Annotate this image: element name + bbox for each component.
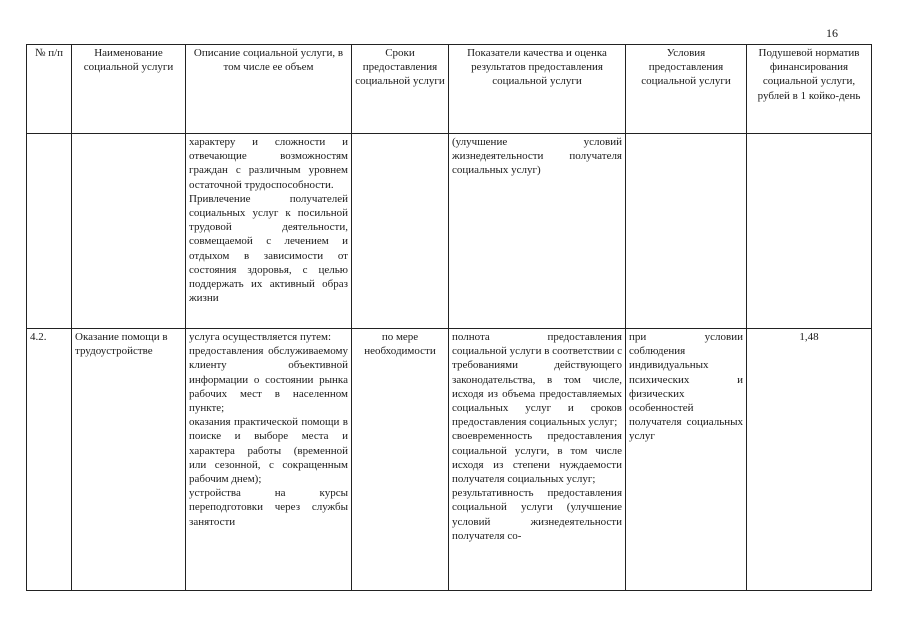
quality-paragraph: результативность предоставления социальной услуги (улучшение условий жизнедеятельности получателя со- <box>452 487 622 542</box>
header-description: Описание социальной услуги, в том числе ее объем <box>186 45 352 134</box>
quality-paragraph: полнота предоставления социальной услуги в соответствии с требованиями действующего законодательства, в том числе, исходя из объема предоставляемых социальных услуг и сроков предоставления социальных услуг; <box>452 331 622 429</box>
quality-paragraph: (улучшение условий жизнедеятельности получателя социальных услуг) <box>452 136 622 177</box>
header-conditions: Условия предоставления социальной услуги <box>626 45 747 134</box>
cell-terms <box>352 134 449 329</box>
description-paragraph: предоставления обслуживаемому клиенту объективной информации о состоянии рынка рабочих мест в населенном пункте; <box>189 345 348 415</box>
description-paragraph: устройства на курсы переподготовки через службы занятости <box>189 487 348 528</box>
cell-norm <box>747 134 872 329</box>
cell-terms: по мере необходимости <box>352 329 449 591</box>
description-paragraph: услуга осуществляется путем: <box>189 331 332 343</box>
description-paragraph: характеру и сложности и отвечающие возможностям граждан с различным уровнем остаточной трудоспособности. <box>189 136 348 191</box>
quality-paragraph: своевременность предоставления социальной услуги, в том числе исходя из степени нуждаемости получателя социальных услуг; <box>452 430 622 486</box>
cell-number: 4.2. <box>27 329 72 591</box>
cell-description <box>186 134 352 329</box>
social-services-table <box>26 44 872 591</box>
cell-description <box>186 329 352 591</box>
cell-service-name: Оказание помощи в трудоустройстве <box>72 329 186 591</box>
cell-norm: 1,48 <box>747 329 872 591</box>
header-terms: Сроки предоставления социальной услуги <box>352 45 449 134</box>
table-row <box>27 329 872 591</box>
description-paragraph: оказания практической помощи в поиске и выборе места и характера работы (временной или сезонной, с сокращенным рабочим днем); <box>189 416 348 486</box>
header-number: № п/п <box>27 45 72 134</box>
header-quality: Показатели качества и оценка результатов предоставления социальной услуги <box>449 45 626 134</box>
cell-conditions <box>626 134 747 329</box>
header-service-name: Наименование социальной услуги <box>72 45 186 134</box>
cell-number <box>27 134 72 329</box>
page-number: 16 <box>826 26 838 40</box>
header-norm: Подушевой норматив финансирования социальной услуги, рублей в 1 койко-день <box>747 45 872 134</box>
description-paragraph: Привлечение получателей социальных услуг к посильной трудовой деятельности, совмещаемой с лечением и отдыхом в зависимости от состояния здоровья, с целью поддержать их активный образ жизни <box>189 192 348 305</box>
cell-quality <box>449 329 626 591</box>
table-header-row <box>27 45 872 134</box>
table-row <box>27 134 872 329</box>
cell-quality <box>449 134 626 329</box>
cell-service-name <box>72 134 186 329</box>
cell-conditions: при условии соблюдения индивидуальных психических и физических особенностей получателя социальных услуг <box>626 329 747 591</box>
